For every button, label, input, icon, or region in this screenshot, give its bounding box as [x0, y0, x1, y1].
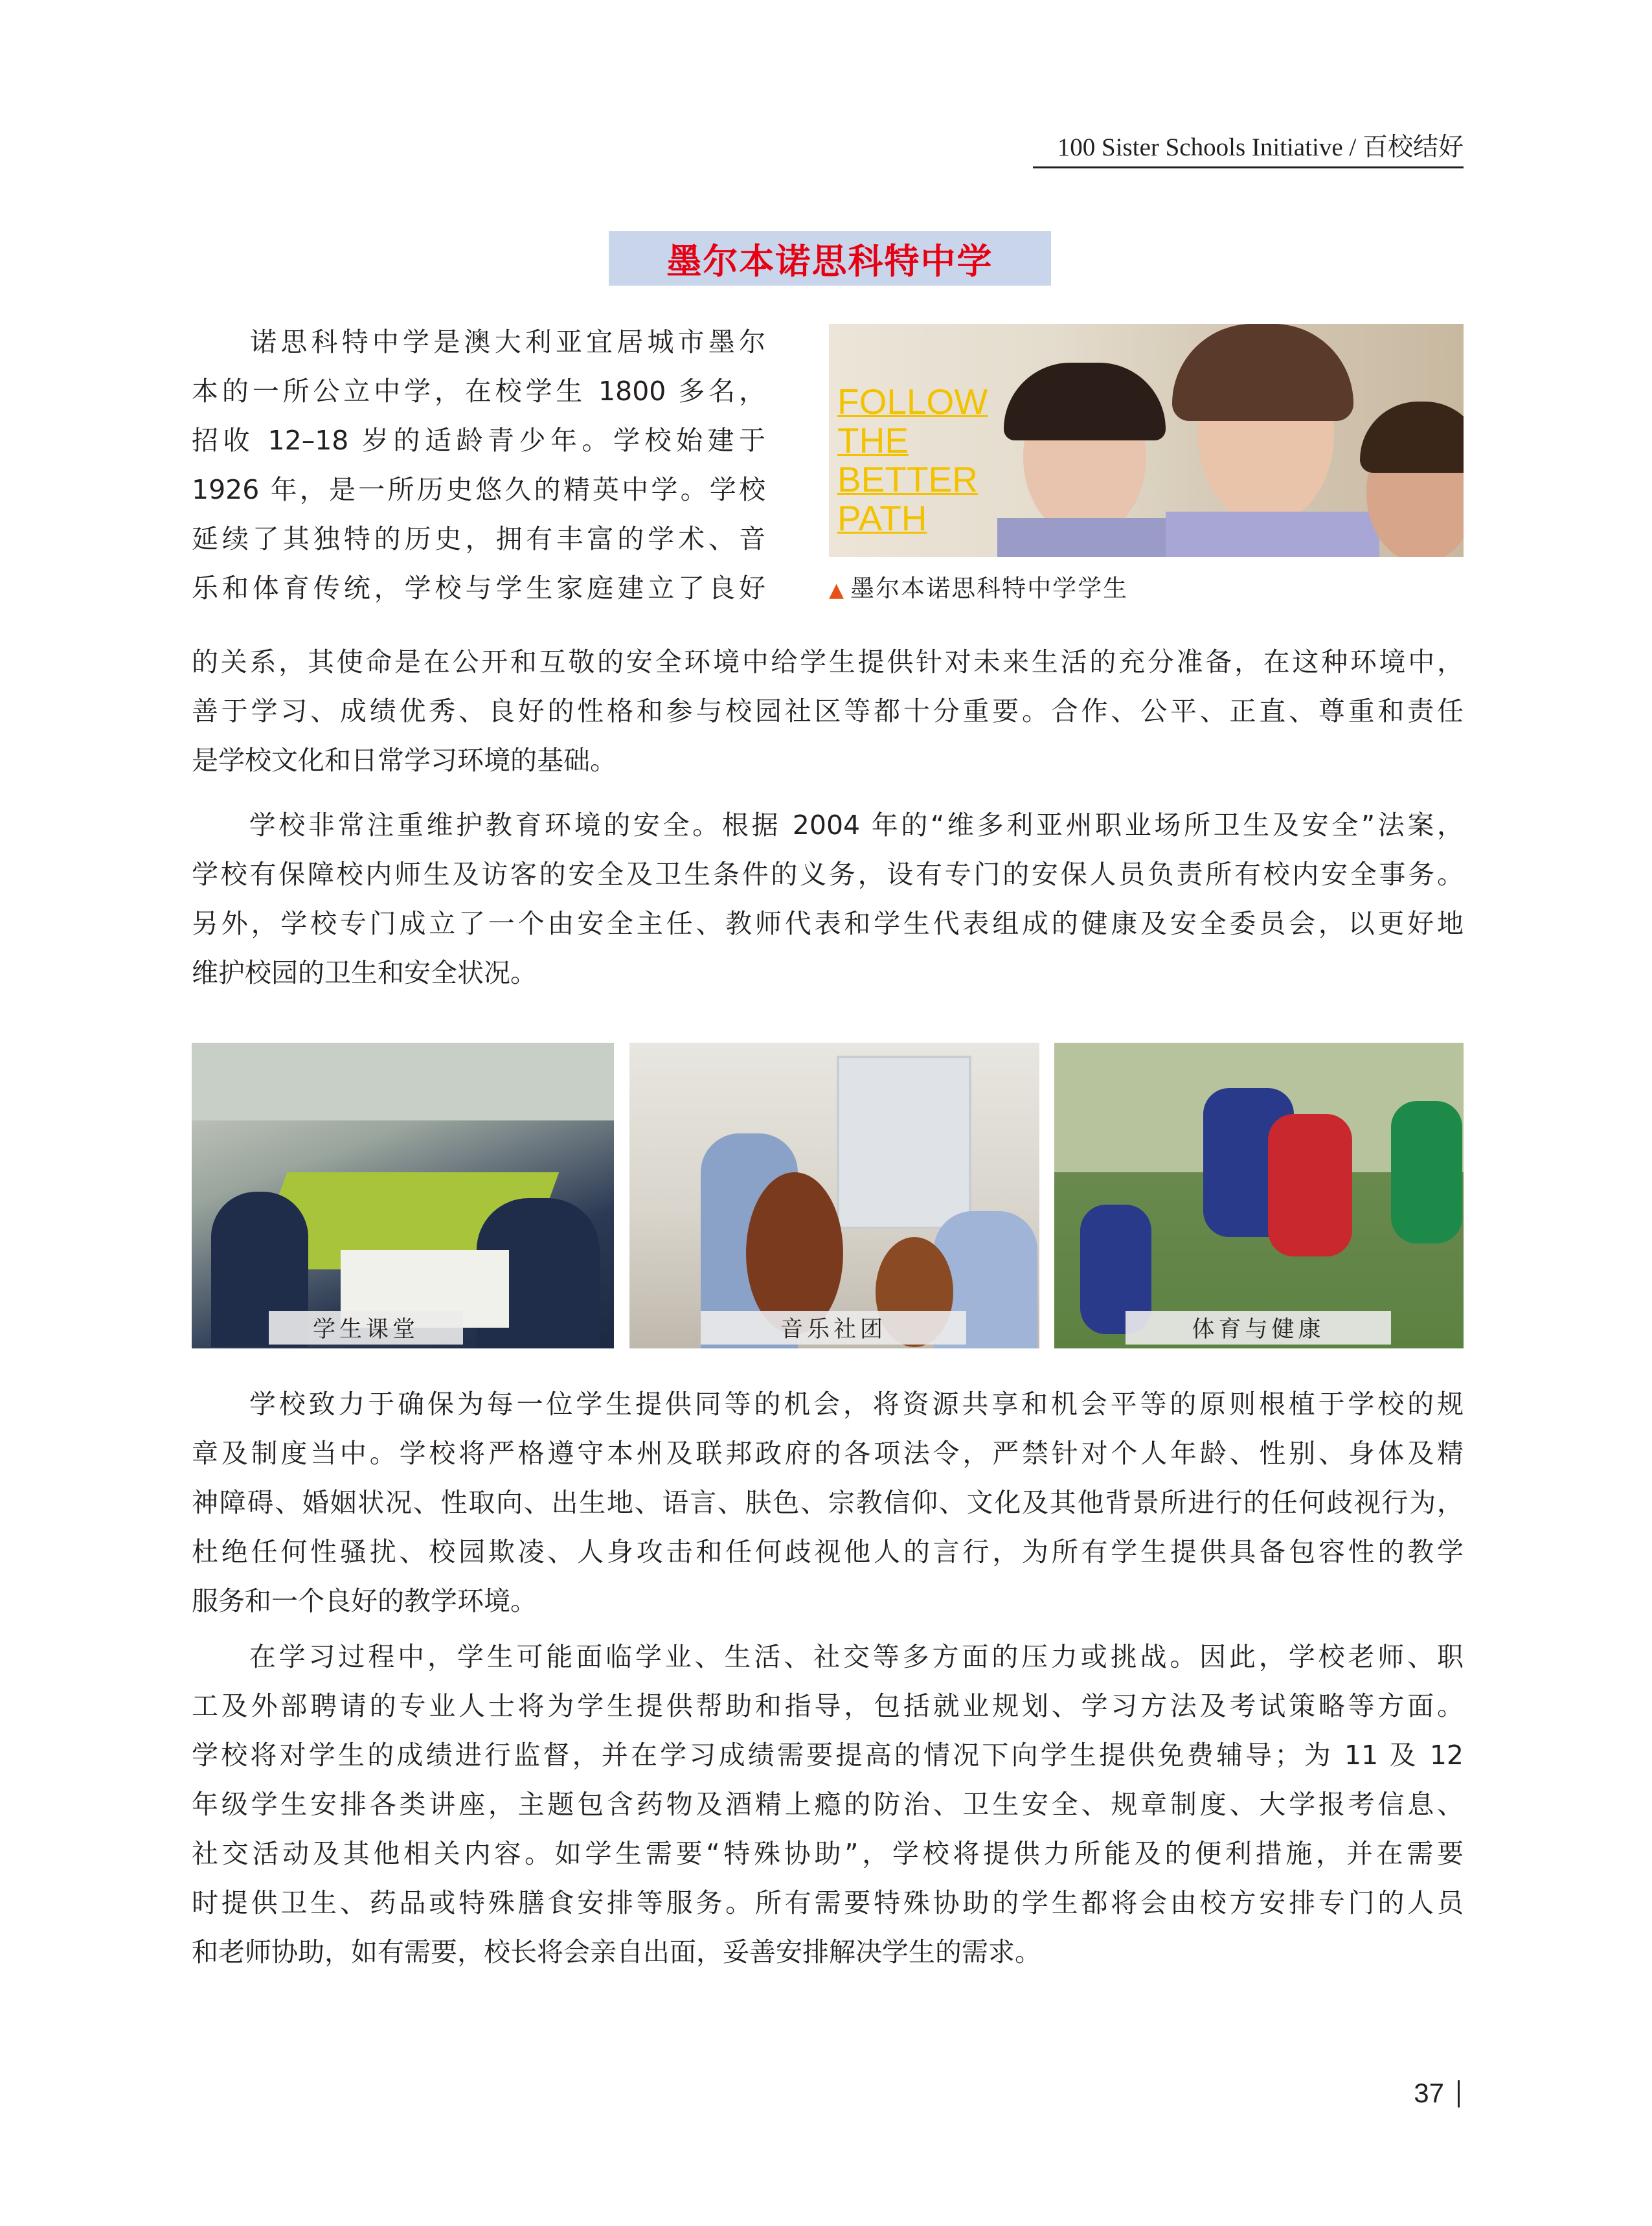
text-line: 学校将对学生的成绩进行监督，并在学习成绩需要提高的情况下向学生提供免费辅导；为 11 及 12: [192, 1740, 1464, 1771]
music-club-photo: [629, 1043, 1039, 1348]
tile-caption-classroom: 学生课堂: [269, 1311, 463, 1345]
text-line: 的关系，其使命是在公开和互敬的安全环境中给学生提供针对未来生活的充分准备，在这种环境中，: [192, 646, 1464, 677]
text-line: 神障碍、婚姻状况、性取向、出生地、语言、肤色、宗教信仰、文化及其他背景所进行的任何歧视行为，: [192, 1487, 1464, 1518]
text-line: 善于学习、成绩优秀、良好的性格和参与校园社区等都十分重要。合作、公平、正直、尊重和责任: [192, 696, 1464, 727]
text-line: 乐和体育传统，学校与学生家庭建立了良好: [192, 573, 765, 604]
text-line: 杜绝任何性骚扰、校园欺凌、人身攻击和任何歧视他人的言行，为所有学生提供具备包容性的教学: [192, 1536, 1464, 1567]
text-line: 诺思科特中学是澳大利亚宜居城市墨尔: [246, 326, 765, 358]
article-title-box: [609, 231, 1051, 286]
header-rule: [1033, 166, 1464, 168]
text-line: 在学习过程中，学生可能面临学业、生活、社交等多方面的压力或挑战。因此，学校老师、职: [246, 1641, 1464, 1672]
article-title: 墨尔本诺思科特中学: [666, 240, 993, 282]
text-line: 另外，学校专门成立了一个由安全主任、教师代表和学生代表组成的健康及安全委员会，以更好地: [192, 908, 1464, 939]
text-line: 时提供卫生、药品或特殊膳食安排等服务。所有需要特殊协助的学生都将会由校方安排专门的人员: [192, 1887, 1464, 1918]
text-line: 服务和一个良好的教学环境。: [192, 1585, 537, 1617]
paragraph-4: [192, 1632, 1464, 1977]
text-line: 章及制度当中。学校将严格遵守本州及联邦政府的各项法令，严禁针对个人年龄、性别、身体及精: [192, 1438, 1464, 1469]
text-line: 是学校文化和日常学习环境的基础。: [192, 745, 617, 776]
page-number-bar: [1458, 2080, 1460, 2107]
hero-caption: [829, 569, 1128, 601]
sports-photo: [1054, 1043, 1464, 1348]
hero-slogan: FOLLOW THE BETTER PATH: [837, 381, 988, 538]
hero-caption-text: 墨尔本诺思科特中学学生: [850, 574, 1129, 602]
tile-caption-sports: 体育与健康: [1126, 1311, 1391, 1345]
text-line: 工及外部聘请的专业人士将为学生提供帮助和指导，包括就业规划、学习方法及考试策略等方面。: [192, 1690, 1464, 1721]
paragraph-3: [192, 1380, 1464, 1626]
tile-caption-music: 音乐社团: [701, 1311, 966, 1345]
text-line: 社交活动及其他相关内容。如学生需要“特殊协助”，学校将提供力所能及的便利措施，并在需要: [192, 1838, 1464, 1869]
text-line: 1926 年，是一所历史悠久的精英中学。学校: [192, 474, 765, 505]
paragraph-1-continued: [192, 637, 1464, 785]
paragraph-2: [192, 801, 1464, 997]
text-line: 维护校园的卫生和安全状况。: [192, 957, 537, 988]
text-line: 学校有保障校内师生及访客的安全及卫生条件的义务，设有专门的安保人员负责所有校内安全事务。: [192, 859, 1464, 890]
running-header: 100 Sister Schools Initiative / 百校结好: [1057, 133, 1464, 161]
text-line: 和老师协助，如有需要，校长将会亲自出面，妥善安排解决学生的需求。: [192, 1936, 1041, 1968]
page-number: 37: [1414, 2078, 1444, 2108]
text-line: 本的一所公立中学，在校学生 1800 多名，: [192, 376, 765, 407]
text-line: 学校非常注重维护教育环境的安全。根据 2004 年的“维多利亚州职业场所卫生及安全”法案，: [246, 810, 1464, 841]
classroom-photo: [192, 1043, 614, 1348]
text-line: 延续了其独特的历史，拥有丰富的学术、音: [192, 523, 765, 554]
text-line: 学校致力于确保为每一位学生提供同等的机会，将资源共享和机会平等的原则根植于学校的规: [246, 1389, 1464, 1420]
triangle-marker-icon: ▲: [829, 579, 846, 602]
text-line: 招收 12–18 岁的适龄青少年。学校始建于: [192, 425, 765, 456]
text-line: 年级学生安排各类讲座，主题包含药物及酒精上瘾的防治、卫生安全、规章制度、大学报考信息、: [192, 1789, 1464, 1820]
paragraph-1: [192, 317, 765, 613]
